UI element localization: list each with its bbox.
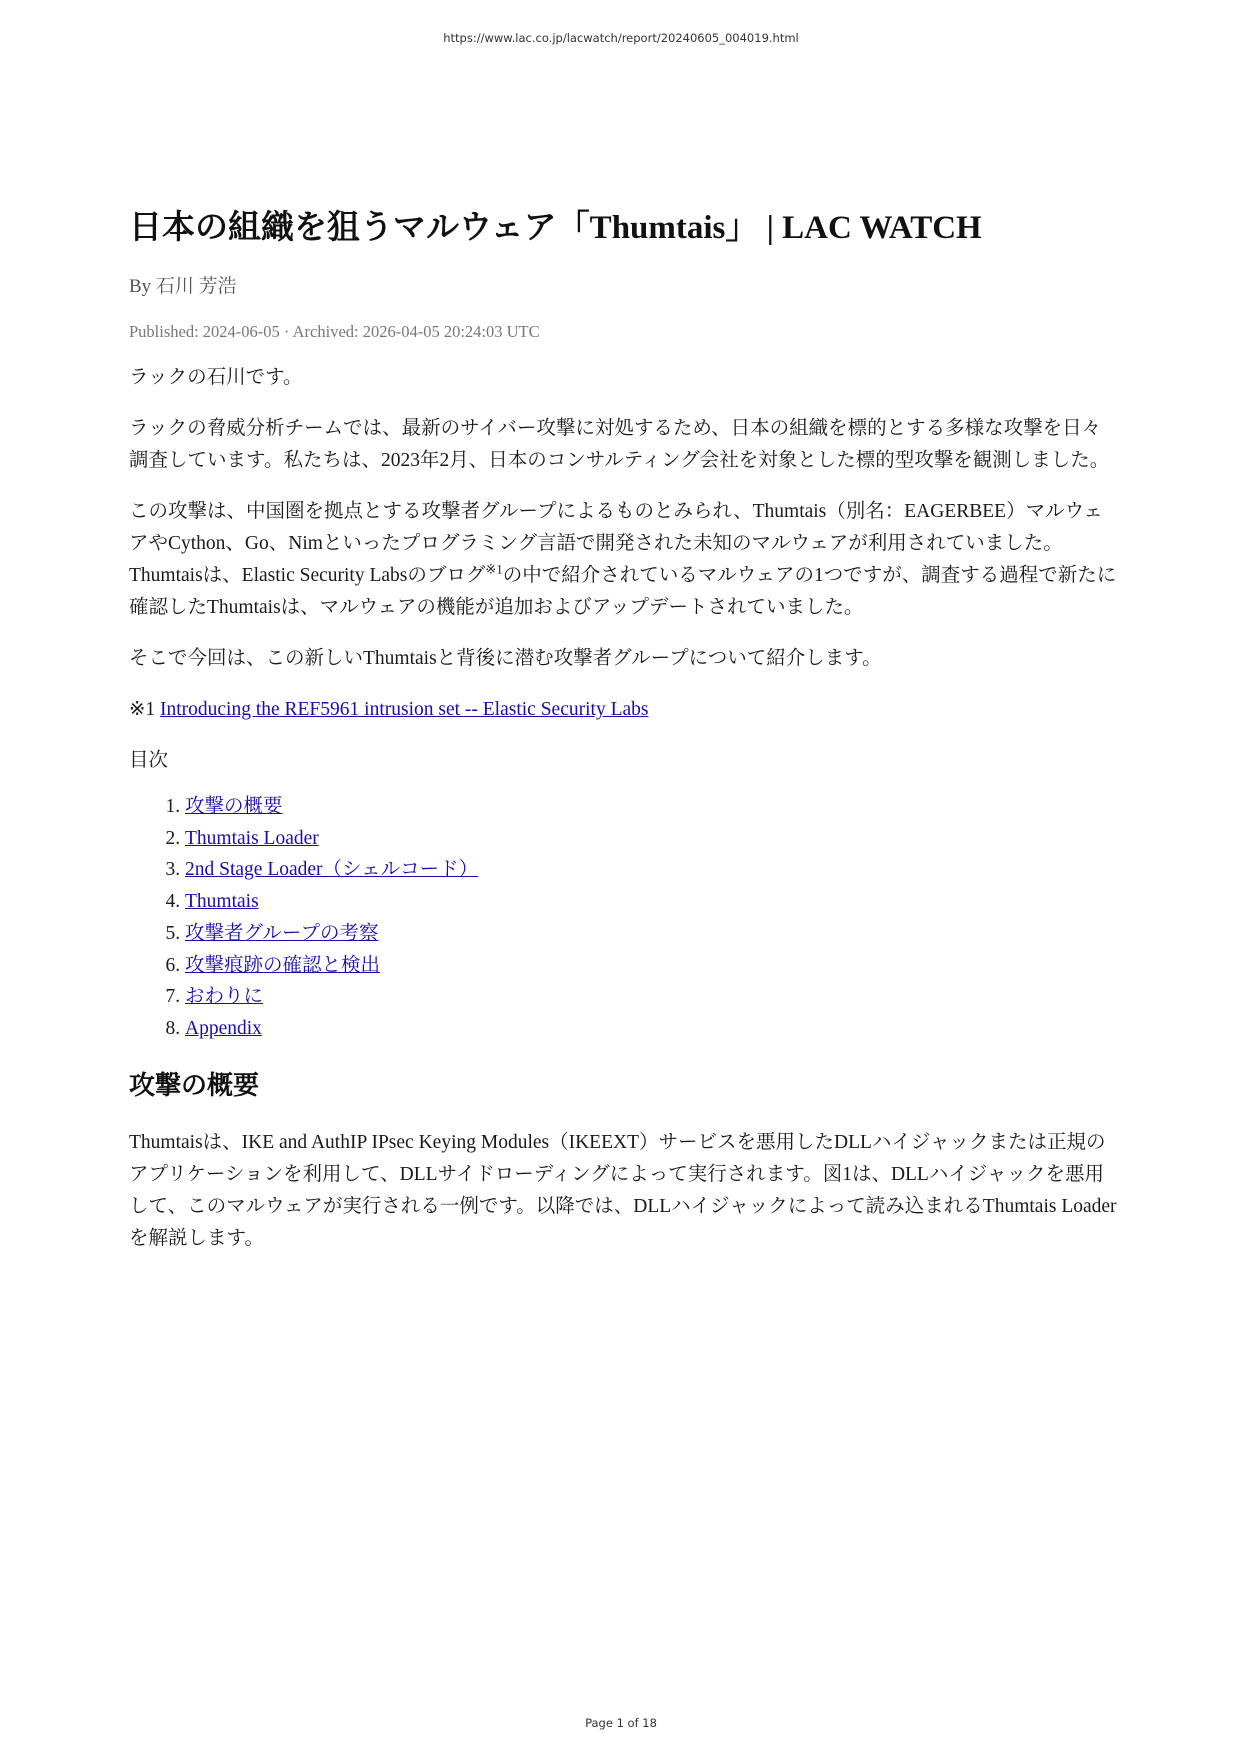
author-byline: By 石川 芳浩 bbox=[129, 276, 237, 297]
paragraph-intro: ラックの石川です。 bbox=[129, 367, 303, 388]
toc-item bbox=[185, 791, 1119, 823]
toc-item bbox=[185, 950, 1119, 982]
toc-link-loader[interactable]: Thumtais Loader bbox=[185, 827, 319, 849]
publish-meta: Published: 2024-06-05 · Archived: 2026-04-05 20:24:03 UTC bbox=[129, 322, 540, 341]
paragraph-summary: そこで今回は、この新しいThumtaisと背後に潜む攻撃者グループについて紹介します。 bbox=[129, 648, 882, 669]
page-url: https://www.lac.co.jp/lacwatch/report/20240605_004019.html bbox=[443, 31, 799, 45]
page-title: 日本の組織を狙うマルウェア「Thumtais」 | LAC WATCH bbox=[129, 210, 982, 246]
paragraph-attack-text-a: この攻撃は、中国圏を拠点とする攻撃者グループによるものとみられ、Thumtais（別名：EAGERBEE）マルウェアやCython、Go、Nimといったプログラミング言語で開発された未知のマルウェアが利用されていました。Thumtaisは、Elastic Security Labsのブログ bbox=[129, 501, 1103, 586]
toc-link-2nd-stage[interactable]: 2nd Stage Loader（シェルコード） bbox=[185, 859, 479, 881]
toc-item bbox=[185, 854, 1119, 886]
toc-item bbox=[185, 886, 1119, 918]
toc-link-conclusion[interactable]: おわりに bbox=[185, 986, 264, 1008]
toc-link-appendix[interactable]: Appendix bbox=[185, 1017, 262, 1039]
toc-item bbox=[185, 981, 1119, 1013]
toc-item bbox=[185, 1013, 1119, 1045]
page-number: Page 1 of 18 bbox=[585, 1716, 657, 1730]
toc-link-overview[interactable]: 攻撃の概要 bbox=[185, 796, 283, 817]
footnote bbox=[129, 694, 1119, 726]
toc-item bbox=[185, 823, 1119, 855]
footnote-prefix: ※1 bbox=[129, 699, 160, 720]
paragraph-overview: Thumtaisは、IKE and AuthIP IPsec Keying Modules（IKEEXT）サービスを悪用したDLLハイジャックまたは正規のアプリケーションを利用して、DLLサイドローディングによって実行されます。図1は、DLLハイジャックを悪用して、このマルウェアが実行される一例です。以降では、DLLハイジャックによって読み込まれるThumtais Loaderを解説します。 bbox=[129, 1131, 1117, 1249]
paragraph-attack-text-b: の中で紹介されているマルウェアの1つですが、調査する過程で新たに確認したThumtaisは、マルウェアの機能が追加およびアップデートされていました。 bbox=[129, 565, 1117, 618]
toc-item bbox=[185, 918, 1119, 950]
section-heading-overview: 攻撃の概要 bbox=[129, 1070, 260, 1100]
article bbox=[129, 205, 1119, 1274]
toc-link-attacker-group[interactable]: 攻撃者グループの考察 bbox=[185, 922, 379, 944]
footnote-link[interactable]: Introducing the REF5961 intrusion set -- Elastic Security Labs bbox=[159, 699, 649, 720]
footnote-ref: ※1 bbox=[485, 561, 503, 577]
toc-link-detection[interactable]: 攻撃痕跡の確認と検出 bbox=[185, 954, 381, 976]
paragraph-attack bbox=[129, 496, 1119, 624]
paragraph-team: ラックの脅威分析チームでは、最新のサイバー攻撃に対処するため、日本の組織を標的とする多様な攻撃を日々調査しています。私たちは、2023年2月、日本のコンサルティング会社を対象とした標的型攻撃を観測しました。 bbox=[129, 418, 1110, 471]
table-of-contents bbox=[129, 791, 1119, 1045]
toc-label: 目次 bbox=[129, 750, 169, 771]
toc-link-thumtais[interactable]: Thumtais bbox=[185, 891, 259, 913]
